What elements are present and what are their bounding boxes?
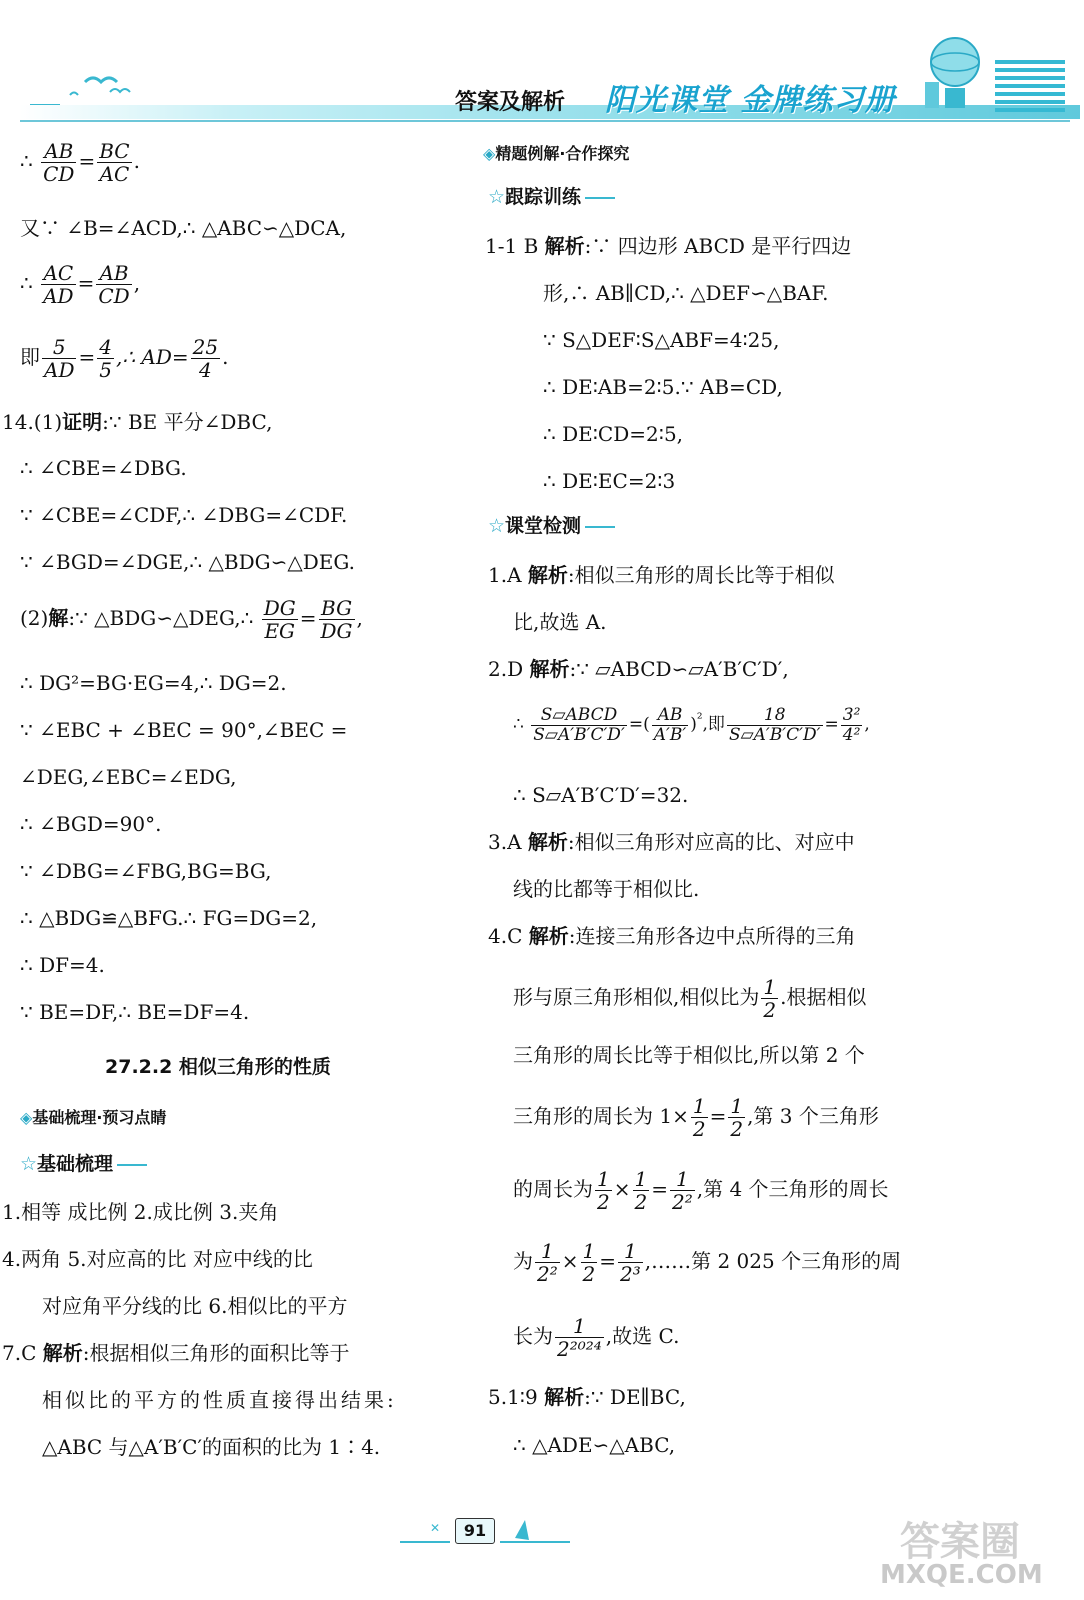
right-line-12: 2.D 解析:∵ ▱ABCD∽▱A′B′C′D′, bbox=[488, 657, 789, 681]
left-line-13: ∴ ∠BGD=90°. bbox=[20, 812, 162, 836]
header-line bbox=[20, 120, 1070, 122]
right-line-11: 比,故选 A. bbox=[513, 610, 607, 634]
right-line-4: 形,∴ AB∥CD,∴ △DEF∽△BAF. bbox=[543, 281, 829, 305]
section-title: 27.2.2 相似三角形的性质 bbox=[105, 1056, 331, 1078]
left-line-4: 即 $\frac{5}{AD}$ = $\frac{4}{5}$ ,∴ AD= $\frac{25}{4}$ . bbox=[20, 335, 229, 382]
diamond-icon: ◈ bbox=[20, 1108, 33, 1127]
right-line-23: 长为 $\frac{1}{\text{2²⁰²⁴}}$ ,故选 C. bbox=[513, 1314, 680, 1361]
star-icon: ☆ bbox=[488, 186, 506, 208]
right-line-25: ∴ △ADE∽△ABC, bbox=[513, 1433, 676, 1457]
right-line-6: ∴ DE∶AB=2∶5.∵ AB=CD, bbox=[543, 375, 783, 399]
left-line-16: ∴ DF=4. bbox=[20, 953, 105, 977]
subheading-tracking: ☆跟踪训练 bbox=[488, 188, 615, 207]
page-number: 91 bbox=[455, 1518, 495, 1544]
left-line-12: ∠DEG,∠EBC=∠EDG, bbox=[20, 765, 237, 789]
left-line-26: △ABC 与△A′B′C′的面积的比为 1∶4. bbox=[42, 1435, 381, 1459]
section-heading-basics: ◈基础梳理·预习点睛 bbox=[20, 1108, 167, 1127]
right-line-16: 线的比都等于相似比. bbox=[513, 877, 700, 901]
left-line-5: 14.(1)证明:∵ BE 平分∠DBC, bbox=[2, 410, 273, 434]
diamond-icon: ◈ bbox=[483, 144, 496, 163]
left-line-23: 对应角平分线的比 6.相似比的平方 bbox=[42, 1294, 348, 1318]
star-icon: ☆ bbox=[488, 515, 506, 537]
right-line-5: ∵ S△DEF∶S△ABF=4∶25, bbox=[543, 328, 780, 352]
right-line-13: ∴ $\frac{\text{S▱ABCD}}{S▱A'B'C'D'}$ =( $\frac{AB}{A'B'}$ )$^{^2}$,即 $\frac{18}{S▱A'B'C'D'}$ = $\frac{\text{3²}}{\text{4²}}$ , bbox=[513, 705, 870, 745]
right-line-15: 3.A 解析:相似三角形对应高的比、对应中 bbox=[488, 830, 855, 854]
left-line-24: 7.C 解析:根据相似三角形的面积比等于 bbox=[2, 1341, 350, 1365]
left-line-17: ∵ BE=DF,∴ BE=DF=4. bbox=[20, 1000, 250, 1024]
right-line-3: 1-1 B 解析:∵ 四边形 ABCD 是平行四边 bbox=[485, 234, 852, 258]
header-stripes bbox=[995, 60, 1065, 118]
svg-text:✕: ✕ bbox=[430, 1521, 441, 1535]
right-line-20: 三角形的周长为 1× $\frac{1}{2}$ = $\frac{1}{2}$ ,第 3 个三角形 bbox=[513, 1094, 879, 1141]
right-line-10: 1.A 解析:相似三角形的周长比等于相似 bbox=[488, 563, 835, 587]
globe-icon bbox=[915, 30, 990, 110]
right-line-17: 4.C 解析:连接三角形各边中点所得的三角 bbox=[488, 924, 856, 948]
left-line-1: ∴ $\frac{AB}{CD}$ = $\frac{BC}{AC}$ . bbox=[20, 139, 140, 186]
left-line-2: 又∵ ∠B=∠ACD,∴ △ABC∽△DCA, bbox=[20, 216, 347, 240]
left-line-22: 4.两角 5.对应高的比 对应中线的比 bbox=[2, 1247, 313, 1271]
left-line-25: 相似比的平方的性质直接得出结果: bbox=[42, 1388, 397, 1412]
page-header bbox=[0, 0, 1084, 135]
right-line-7: ∴ DE∶CD=2∶5, bbox=[543, 422, 684, 446]
right-line-22: 为 $\frac{1}{\text{2²}}$ × $\frac{1}{2}$ = $\frac{1}{\text{2³}}$ ,……第 2 025 个三角形的周 bbox=[513, 1239, 902, 1286]
header-label: 答案及解析 bbox=[455, 90, 566, 115]
left-line-21: 1.相等 成比例 2.成比例 3.夹角 bbox=[2, 1200, 279, 1224]
left-line-3: ∴ $\frac{AC}{AD}$ = $\frac{AB}{CD}$ , bbox=[20, 261, 141, 308]
left-line-14: ∵ ∠DBG=∠FBG,BG=BG, bbox=[20, 859, 272, 883]
birds-icon bbox=[30, 70, 140, 110]
right-line-18: 形与原三角形相似,相似比为 $\frac{1}{2}$ .根据相似 bbox=[513, 975, 867, 1022]
decor-icon bbox=[400, 1510, 600, 1550]
right-line-8: ∴ DE∶EC=2∶3 bbox=[543, 469, 676, 493]
watermark-logo: 答案圈 bbox=[900, 1519, 1020, 1565]
star-icon: ☆ bbox=[20, 1153, 38, 1175]
left-line-7: ∵ ∠CBE=∠CDF,∴ ∠DBG=∠CDF. bbox=[20, 503, 348, 527]
subheading-classcheck: ☆课堂检测 bbox=[488, 517, 615, 536]
left-line-15: ∴ △BDG≌△BFG.∴ FG=DG=2, bbox=[20, 906, 318, 930]
left-line-10: ∴ DG²=BG·EG=4,∴ DG=2. bbox=[20, 671, 287, 695]
watermark-url: MXQE.COM bbox=[880, 1560, 1043, 1590]
page-footer bbox=[400, 1510, 600, 1550]
right-line-24: 5.1∶9 解析:∵ DE∥BC, bbox=[488, 1385, 686, 1409]
left-line-8: ∵ ∠BGD=∠DGE,∴ △BDG∽△DEG. bbox=[20, 550, 355, 574]
header-brand: 阳光课堂 金牌练习册 bbox=[605, 83, 896, 118]
right-line-19: 三角形的周长比等于相似比,所以第 2 个 bbox=[513, 1043, 865, 1067]
section-heading-examples: ◈精题例解·合作探究 bbox=[483, 144, 630, 163]
left-line-11: ∵ ∠EBC + ∠BEC = 90°,∠BEC = bbox=[20, 718, 348, 742]
right-line-14: ∴ S▱A′B′C′D′=32. bbox=[513, 783, 689, 807]
subheading-basics: ☆基础梳理 bbox=[20, 1155, 147, 1174]
left-line-9: (2)解:∵ △BDG∽△DEG,∴ $\frac{DG}{EG}$ = $\frac{BG}{DG}$ , bbox=[20, 596, 363, 643]
right-line-21: 的周长为 $\frac{1}{2}$ × $\frac{1}{2}$ = $\frac{1}{\text{2²}}$ ,第 4 个三角形的周长 bbox=[513, 1167, 889, 1214]
left-line-6: ∴ ∠CBE=∠DBG. bbox=[20, 456, 187, 480]
